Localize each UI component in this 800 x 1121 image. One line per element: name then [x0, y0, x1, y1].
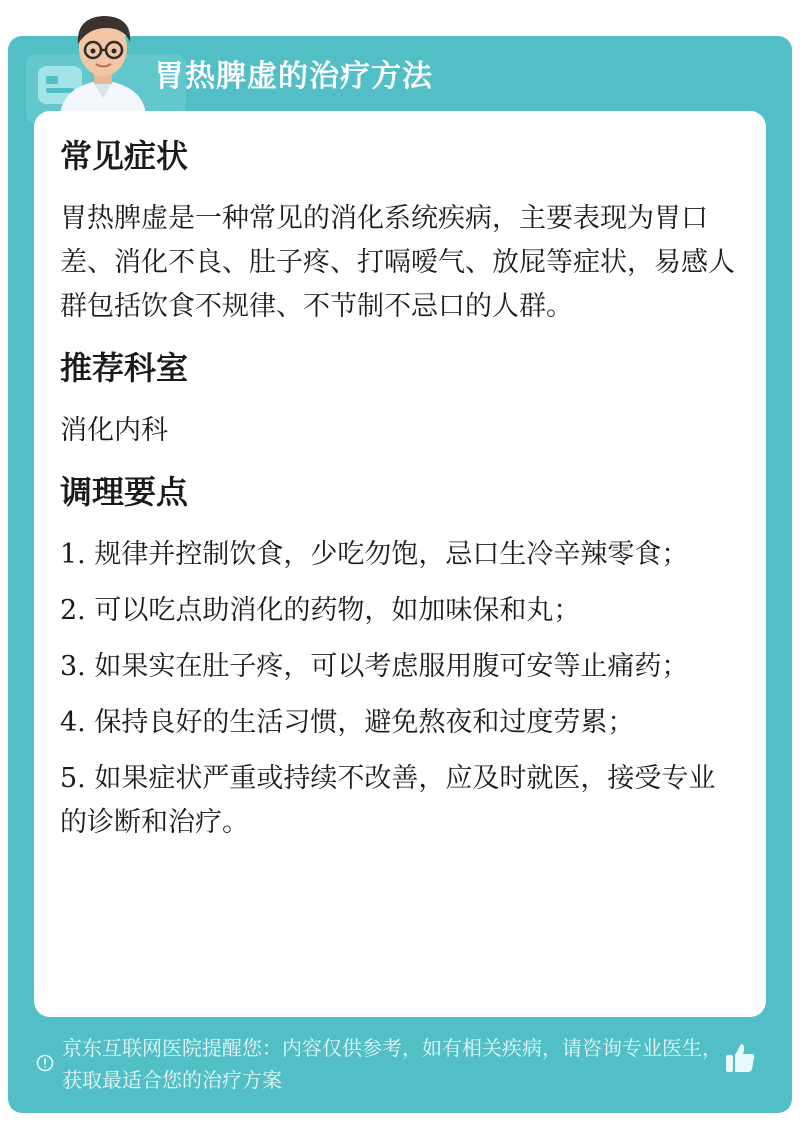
list-item	[60, 645, 740, 689]
list-item-number: 5.	[60, 763, 86, 794]
symptoms-text: 胃热脾虚是一种常见的消化系统疾病，主要表现为胃口差、消化不良、肚子疼、打嗝嗳气、放屁等症状，易感人群包括饮食不规律、不节制不忌口的人群。	[60, 203, 735, 322]
list-item-text: 如果症状严重或持续不改善，应及时就医，接受专业的诊断和治疗。	[60, 763, 716, 838]
section-title-care: 调理要点	[60, 473, 189, 511]
card	[8, 36, 792, 1113]
list-item-text: 保持良好的生活习惯，避免熬夜和过度劳累；	[94, 707, 635, 738]
list-item	[60, 533, 740, 577]
content-panel	[34, 111, 766, 1017]
list-item-number: 1.	[60, 539, 86, 570]
department-text: 消化内科	[60, 415, 168, 446]
disclaimer-text: 京东互联网医院提醒您：内容仅供参考，如有相关疾病，请咨询专业医生，获取最适合您的治疗方案	[62, 1036, 722, 1092]
section-title-department: 推荐科室	[60, 349, 189, 387]
list-item	[60, 701, 740, 745]
list-item-text: 可以吃点助消化的药物，如加味保和丸；	[94, 595, 581, 626]
list-item-number: 2.	[60, 595, 86, 626]
list-item-text: 如果实在肚子疼，可以考虑服用腹可安等止痛药；	[94, 651, 689, 682]
info-icon	[36, 1054, 54, 1072]
list-item-number: 4.	[60, 707, 86, 738]
section-title-symptoms: 常见症状	[60, 137, 189, 175]
list-item-text: 规律并控制饮食，少吃勿饱，忌口生冷辛辣零食；	[94, 539, 689, 570]
thumbs-up-icon[interactable]	[722, 1040, 758, 1076]
list-item	[60, 757, 740, 845]
list-item-number: 3.	[60, 651, 86, 682]
doctor-avatar	[48, 6, 158, 116]
page-title: 胃热脾虚的治疗方法	[154, 59, 433, 94]
list-item	[60, 589, 740, 633]
